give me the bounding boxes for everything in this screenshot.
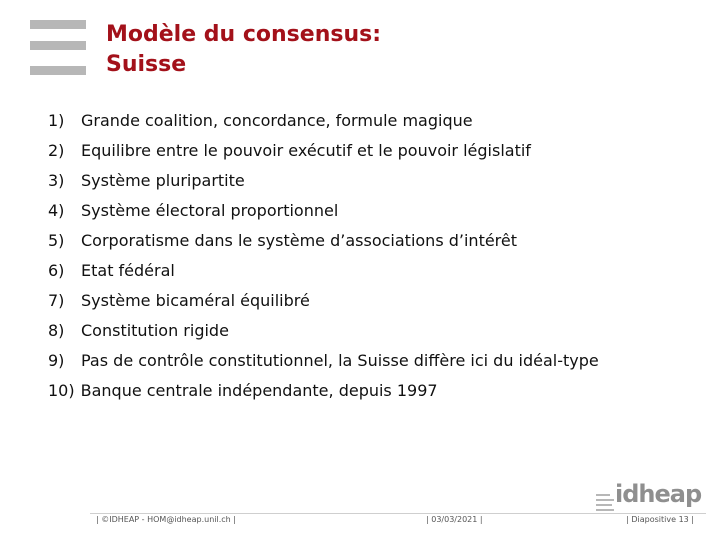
item-text: Banque centrale indépendante, depuis 1997 (80, 381, 438, 400)
item-number: 9) (48, 351, 65, 370)
item-number: 2) (48, 141, 65, 160)
item-number: 5) (48, 231, 65, 250)
consensus-list (48, 108, 599, 408)
bar-middle (30, 41, 86, 50)
list-item (48, 228, 599, 258)
title-line-1: Modèle du consensus: (106, 22, 382, 47)
footer-date: | 03/03/2021 | (426, 515, 483, 524)
item-number: 4) (48, 201, 65, 220)
item-text: Etat fédéral (81, 261, 175, 280)
item-text: Corporatisme dans le système d’associations d’intérêt (81, 231, 518, 250)
footer-divider (90, 513, 706, 514)
list-item (48, 318, 599, 348)
list-item (48, 258, 599, 288)
item-number: 1) (48, 111, 65, 130)
item-text: Système électoral proportionnel (81, 201, 339, 220)
item-number: 8) (48, 321, 65, 340)
footer (0, 500, 720, 540)
list-item (48, 108, 599, 138)
bar-top (30, 20, 86, 29)
item-text: Système pluripartite (81, 171, 245, 190)
item-number: 10) (48, 381, 75, 400)
list-item (48, 288, 599, 318)
item-text: Pas de contrôle constitutionnel, la Suisse diffère ici du idéal-type (81, 351, 599, 370)
bar-bottom (30, 66, 86, 75)
item-text: Grande coalition, concordance, formule magique (81, 111, 473, 130)
list-item (48, 378, 599, 408)
item-text: Constitution rigide (81, 321, 229, 340)
list-item (48, 348, 599, 378)
item-number: 3) (48, 171, 65, 190)
title-line-2: Suisse (106, 52, 187, 77)
item-number: 6) (48, 261, 65, 280)
list-item (48, 168, 599, 198)
footer-contact: | ©IDHEAP - HOM@idheap.unil.ch | (96, 515, 236, 524)
item-number: 7) (48, 291, 65, 310)
item-text: Système bicaméral équilibré (81, 291, 310, 310)
list-item (48, 138, 599, 168)
slide-title (106, 20, 381, 80)
list-item (48, 198, 599, 228)
logo-text: idheap (615, 480, 702, 508)
footer-slide-number: | Diapositive 13 | (626, 515, 694, 524)
item-text: Equilibre entre le pouvoir exécutif et le pouvoir législatif (81, 141, 531, 160)
